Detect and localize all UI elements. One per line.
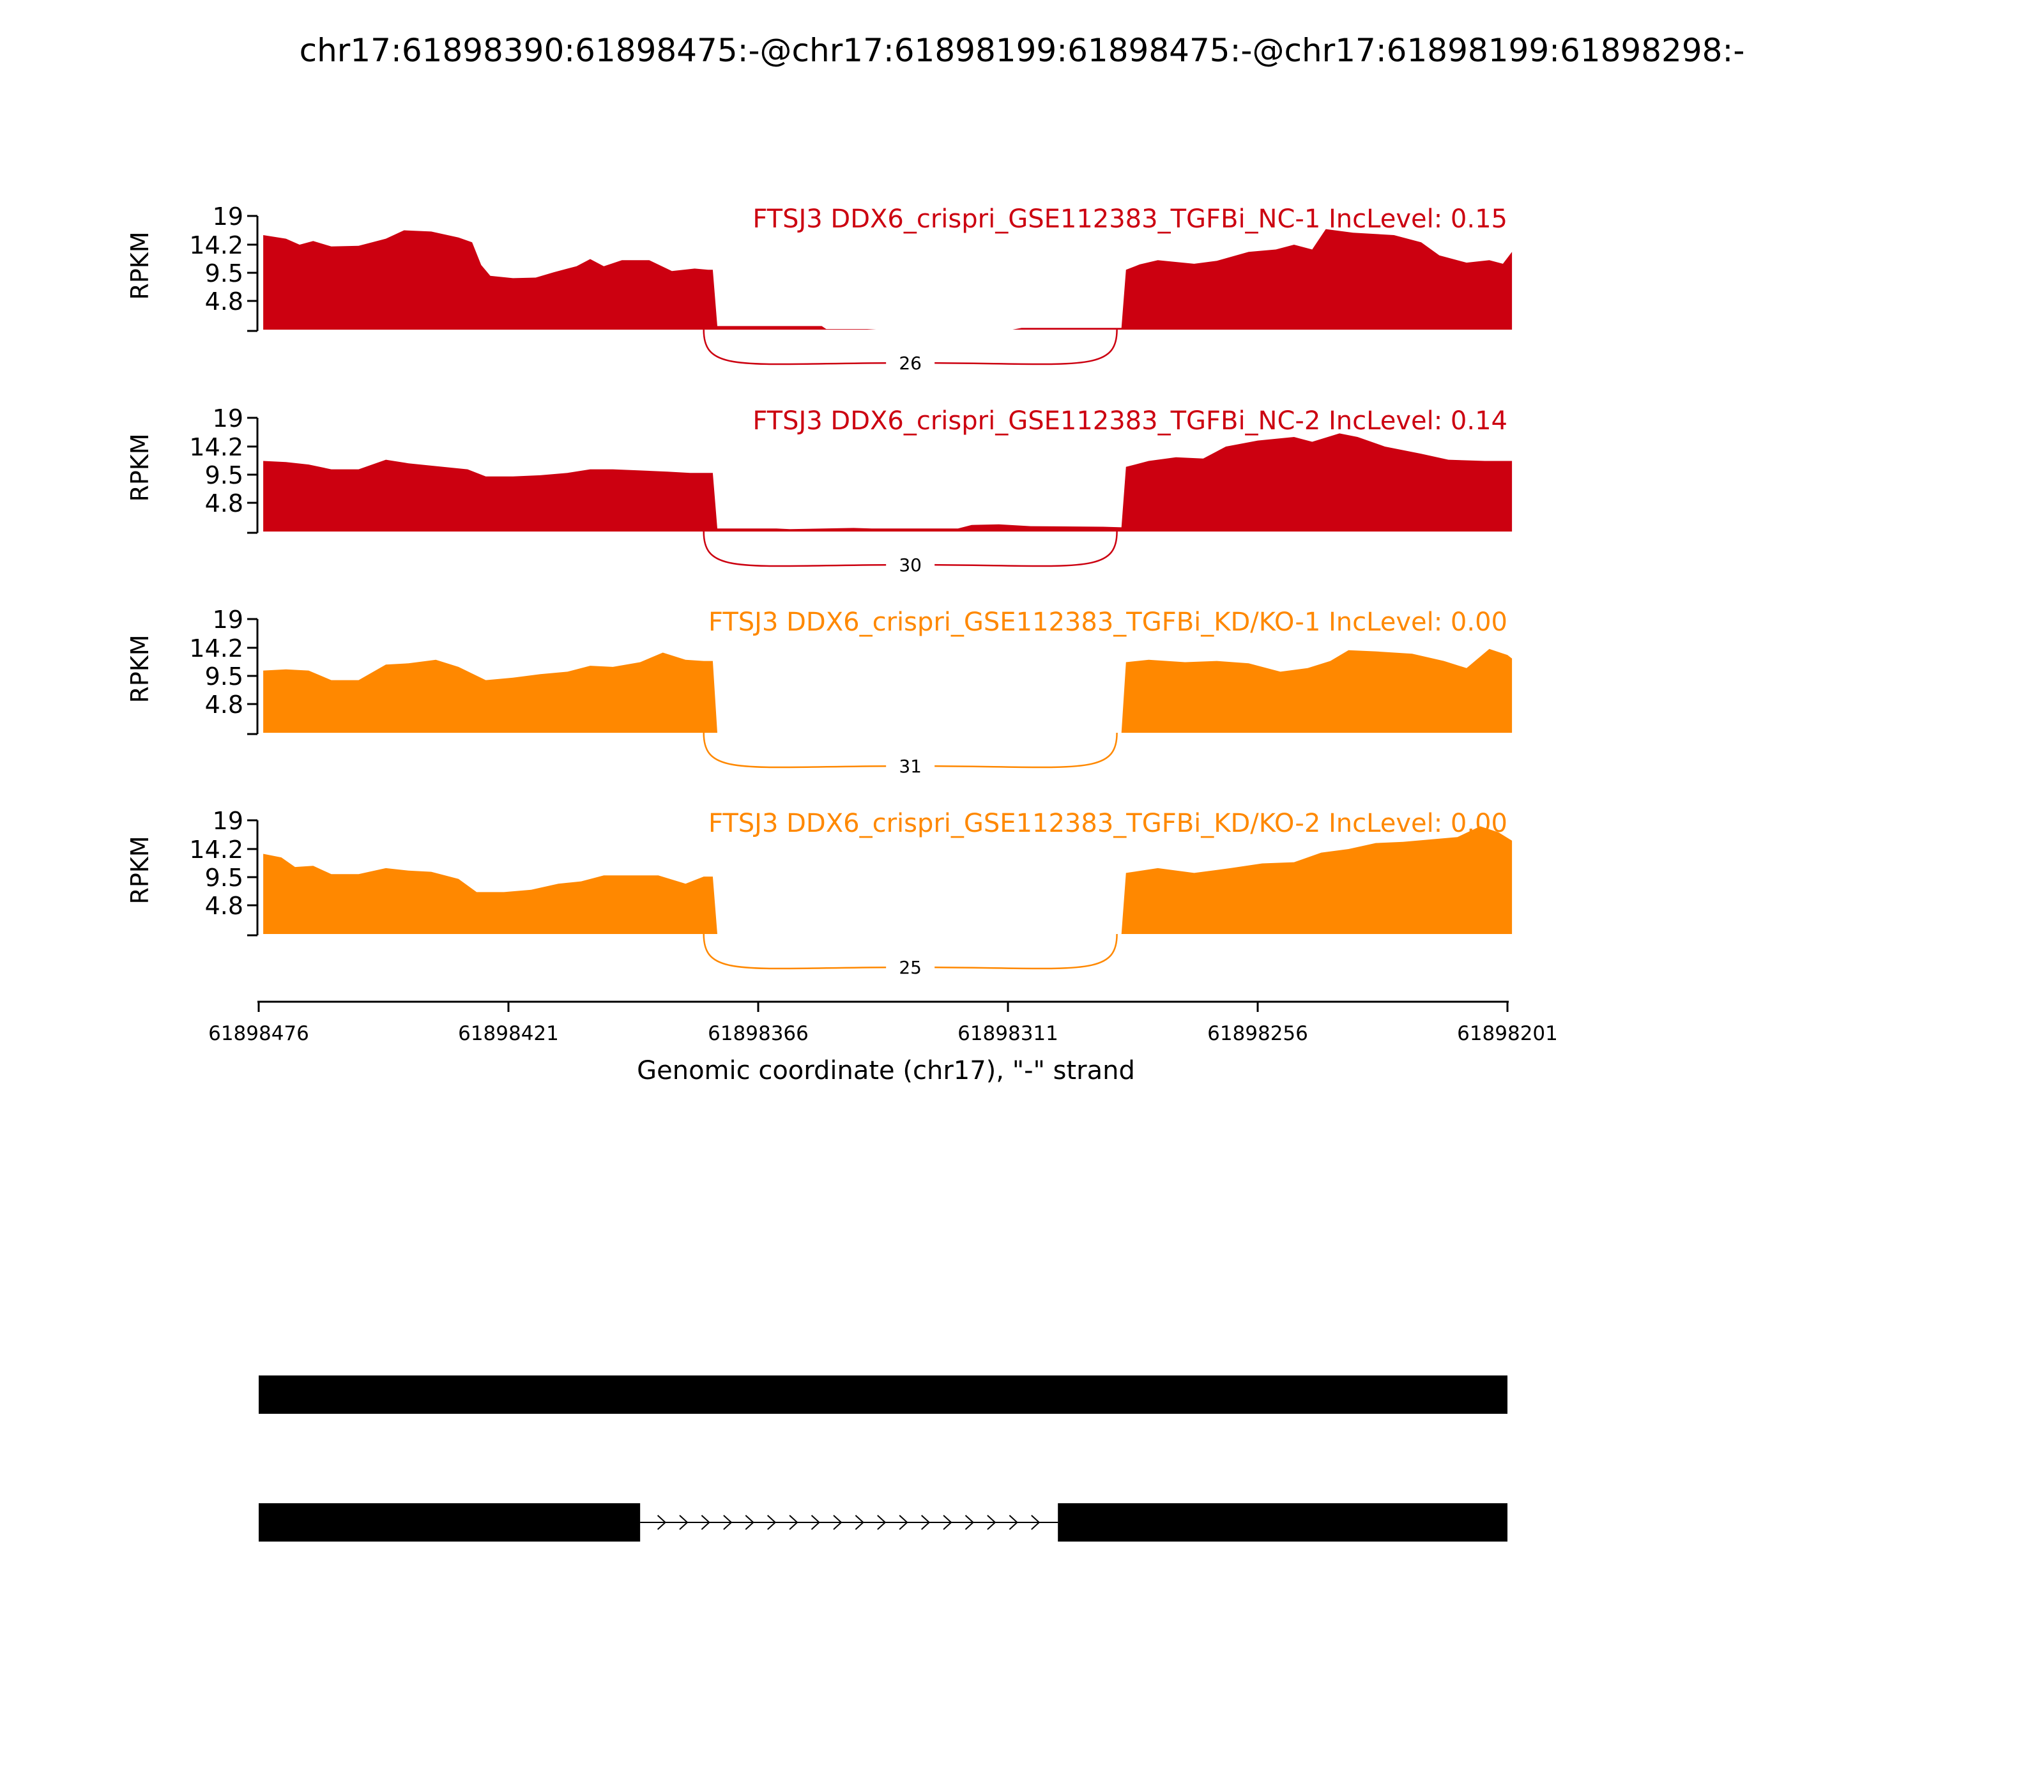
exon-block bbox=[259, 1503, 640, 1542]
y-axis-label: RPKM bbox=[126, 836, 154, 905]
coverage-track bbox=[126, 203, 1512, 377]
gene-models bbox=[259, 1375, 1507, 1542]
figure-title: chr17:61898390:61898475:-@chr17:61898199:61898475:-@chr17:61898199:61898298:- bbox=[299, 32, 1745, 69]
x-tick-label: 61898421 bbox=[458, 1022, 559, 1045]
coverage-area bbox=[263, 433, 1512, 532]
y-tick-label: 14.2 bbox=[189, 231, 243, 259]
y-tick-label: 9.5 bbox=[204, 461, 243, 489]
y-tick-label: 4.8 bbox=[204, 691, 243, 719]
y-tick-label: 19 bbox=[212, 203, 243, 231]
x-tick-label: 61898476 bbox=[208, 1022, 309, 1045]
x-tick-label: 61898201 bbox=[1457, 1022, 1558, 1045]
track-label: FTSJ3 DDX6_crispri_GSE112383_TGFBi_KD/KO-2 IncLevel: 0.00 bbox=[708, 809, 1507, 838]
y-tick-label: 4.8 bbox=[204, 892, 243, 921]
track-label: FTSJ3 DDX6_crispri_GSE112383_TGFBi_NC-1 IncLevel: 0.15 bbox=[752, 204, 1507, 234]
y-tick-label: 14.2 bbox=[189, 634, 243, 662]
y-tick-label: 19 bbox=[212, 807, 243, 835]
y-tick-label: 9.5 bbox=[204, 259, 243, 287]
x-axis-label: Genomic coordinate (chr17), "-" strand bbox=[637, 1056, 1135, 1085]
y-tick-label: 19 bbox=[212, 404, 243, 433]
coverage-track bbox=[126, 807, 1512, 981]
track-label: FTSJ3 DDX6_crispri_GSE112383_TGFBi_NC-2 IncLevel: 0.14 bbox=[752, 406, 1507, 436]
coverage-area bbox=[263, 229, 1512, 330]
junction-count: 30 bbox=[899, 555, 922, 576]
junction-count: 26 bbox=[899, 353, 922, 374]
junction-count: 25 bbox=[899, 957, 922, 978]
y-tick-label: 14.2 bbox=[189, 835, 243, 864]
track-label: FTSJ3 DDX6_crispri_GSE112383_TGFBi_KD/KO-1 IncLevel: 0.00 bbox=[708, 608, 1507, 637]
coverage-area bbox=[263, 826, 1512, 934]
y-tick-label: 9.5 bbox=[204, 864, 243, 892]
x-tick-label: 61898366 bbox=[708, 1022, 809, 1045]
y-tick-label: 19 bbox=[212, 606, 243, 634]
gene-model bbox=[259, 1375, 1507, 1414]
x-tick-label: 61898256 bbox=[1207, 1022, 1308, 1045]
y-axis-label: RPKM bbox=[126, 231, 154, 300]
x-tick-label: 61898311 bbox=[957, 1022, 1058, 1045]
y-axis-label: RPKM bbox=[126, 634, 154, 703]
coverage-area bbox=[263, 649, 1512, 733]
y-tick-label: 4.8 bbox=[204, 287, 243, 316]
y-tick-label: 9.5 bbox=[204, 662, 243, 691]
coverage-track bbox=[126, 606, 1512, 780]
y-tick-label: 4.8 bbox=[204, 489, 243, 518]
y-axis-label: RPKM bbox=[126, 433, 154, 502]
x-axis bbox=[208, 1002, 1558, 1045]
gene-model bbox=[259, 1503, 1507, 1542]
exon-block bbox=[259, 1375, 1507, 1414]
coverage-track bbox=[126, 404, 1512, 579]
y-tick-label: 14.2 bbox=[189, 433, 243, 461]
junction-count: 31 bbox=[899, 756, 922, 777]
exon-block bbox=[1058, 1503, 1507, 1542]
coverage-tracks bbox=[126, 203, 1512, 981]
